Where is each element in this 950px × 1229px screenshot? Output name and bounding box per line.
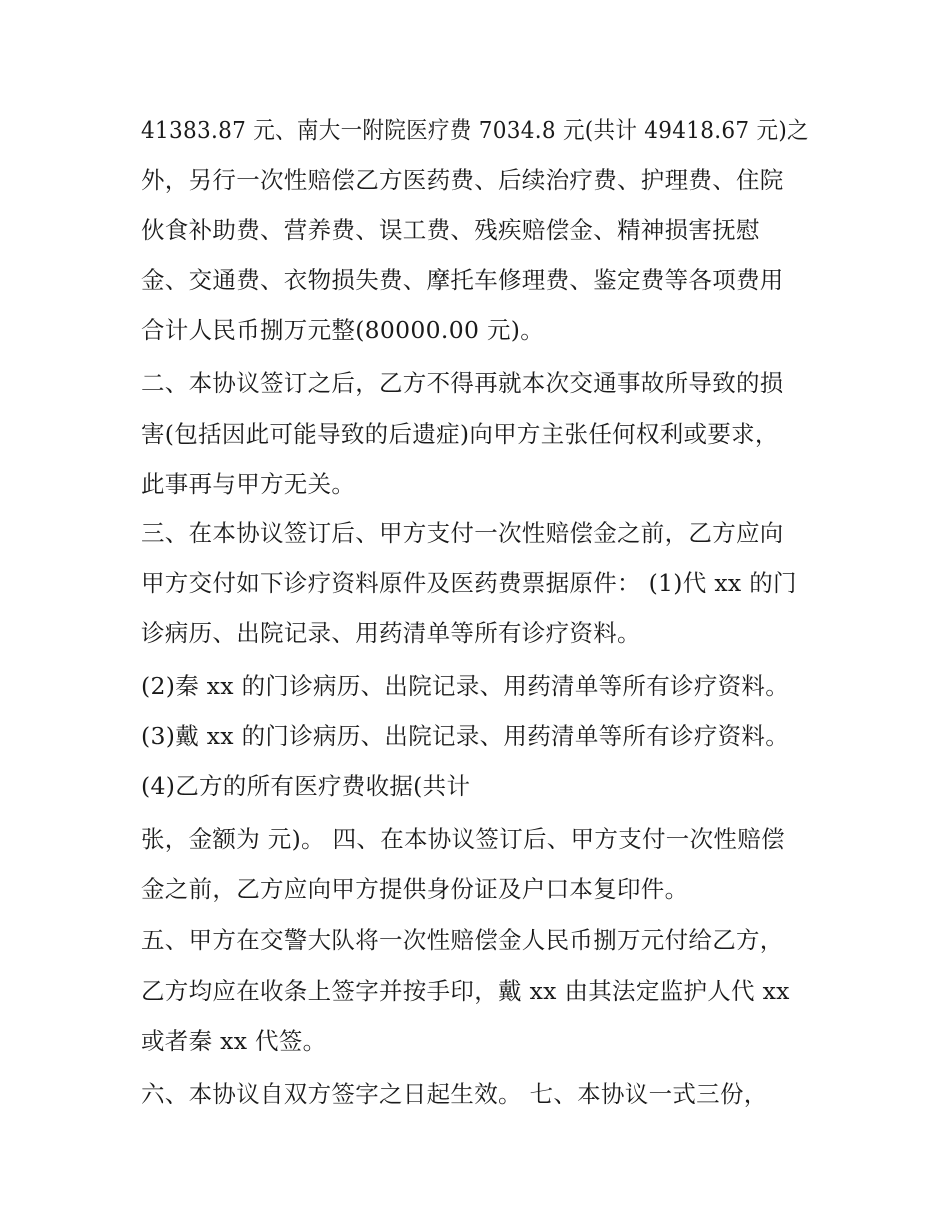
text-line: 或者秦 xx 代签。 (141, 1027, 327, 1055)
text-line: 张，金额为 元)。 四、在本协议签订后、甲方支付一次性赔偿 (141, 825, 785, 853)
text-line: 五、甲方在交警大队将一次性赔偿金人民币捌万元付给乙方， (141, 926, 784, 954)
text-line: 害(包括因此可能导致的后遗症)向甲方主张任何权利或要求， (141, 420, 779, 448)
text-line: 二、本协议签订之后，乙方不得再就本次交通事故所导致的损 (141, 369, 784, 397)
text-line: 诊病历、出院记录、用药清单等所有诊疗资料。 (141, 619, 641, 647)
text-line: 金、交通费、衣物损失费、摩托车修理费、鉴定费等各项费用 (141, 266, 784, 294)
text-line: 甲方交付如下诊疗资料原件及医药费票据原件： (1)代 xx 的门 (141, 569, 797, 597)
text-line: 金之前，乙方应向甲方提供身份证及户口本复印件。 (141, 875, 689, 903)
text-line: (3)戴 xx 的门诊病历、出院记录、用药清单等所有诊疗资料。 (141, 722, 790, 750)
text-line: 伙食补助费、营养费、误工费、残疾赔偿金、精神损害抚慰 (141, 216, 760, 244)
text-line: 此事再与甲方无关。 (141, 470, 356, 498)
text-line: 41383.87 元、南大一附院医疗费 7034.8 元(共计 49418.67 元)之 (141, 116, 809, 144)
text-line: 合计人民币捌万元整(80000.00 元)。 (141, 316, 545, 344)
text-line: (2)秦 xx 的门诊病历、出院记录、用药清单等所有诊疗资料。 (141, 672, 790, 700)
text-line: 六、本协议自双方签字之日起生效。 七、本协议一式三份， (141, 1080, 768, 1108)
text-line: 三、在本协议签订后、甲方支付一次性赔偿金之前，乙方应向 (141, 519, 784, 547)
text-line: 外，另行一次性赔偿乙方医药费、后续治疗费、护理费、住院 (141, 166, 784, 194)
text-line: (4)乙方的所有医疗费收据(共计 (141, 772, 471, 800)
text-line: 乙方均应在收条上签字并按手印，戴 xx 由其法定监护人代 xx (141, 977, 790, 1005)
